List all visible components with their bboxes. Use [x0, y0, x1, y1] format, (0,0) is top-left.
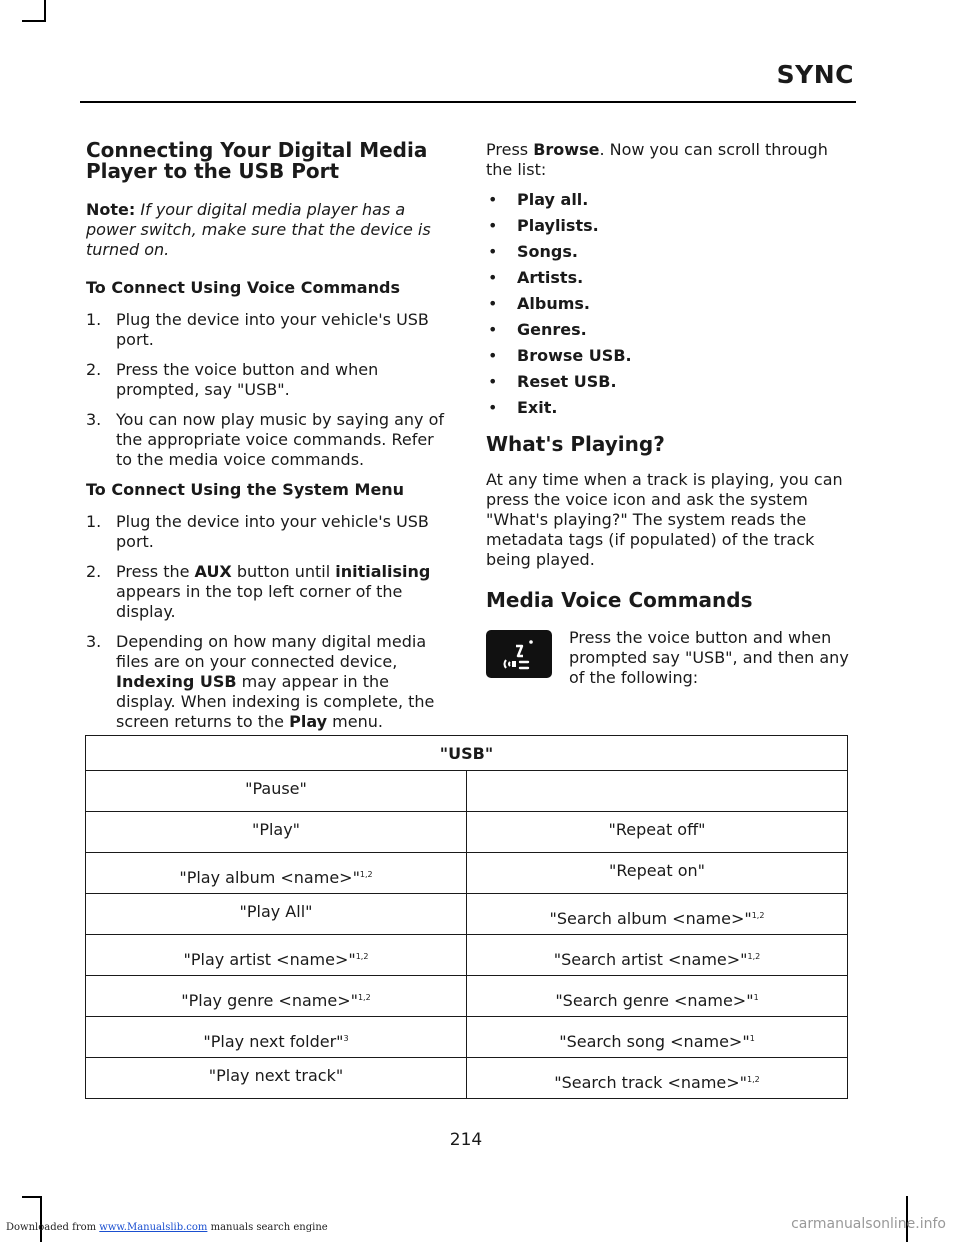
- list-item-label: Albums.: [517, 294, 590, 313]
- browse-label: Browse: [533, 140, 600, 159]
- command-text: "Play next track": [208, 1066, 344, 1085]
- list-item: • Reset USB.: [488, 372, 617, 391]
- table-cell: [86, 894, 467, 935]
- crop-mark: [22, 1196, 42, 1198]
- table-row: [86, 812, 848, 853]
- step-text: Depending on how many digital media files are on your connected device,: [116, 632, 427, 671]
- step-text: Plug the device into your vehicle's USB port.: [116, 310, 429, 349]
- step-text: Plug the device into your vehicle's USB port.: [116, 512, 429, 551]
- command-text: "Play album <name>": [179, 868, 360, 887]
- left-column: [86, 140, 451, 742]
- table-cell: [86, 935, 467, 976]
- browse-text: . Now you can scroll through the list:: [486, 140, 828, 179]
- browse-list: [486, 190, 856, 418]
- footnote-ref: 1,2: [747, 952, 761, 961]
- table-row: [86, 894, 848, 935]
- header-divider: [80, 101, 856, 103]
- usb-heading: Connecting Your Digital Media Player to the USB Port: [86, 138, 428, 183]
- command-text: "Play next folder": [203, 1032, 344, 1051]
- list-item: 2. Press the AUX button until initialising appears in the top left corner of the display.: [86, 562, 431, 621]
- list-item-label: Play all.: [517, 190, 589, 209]
- list-item: • Exit.: [488, 398, 558, 417]
- page-number: 214: [449, 1130, 483, 1150]
- step-text: appears in the top left corner of the display.: [116, 582, 403, 621]
- command-text: "Play genre <name>": [181, 991, 358, 1010]
- voice-button-icon: [486, 630, 552, 678]
- list-item: 1. Plug the device into your vehicle's USB port.: [86, 512, 429, 551]
- footnote-ref: 1: [753, 993, 759, 1002]
- list-item: • Play all.: [488, 190, 589, 209]
- initialising-label: initialising: [335, 562, 431, 581]
- table-row: [86, 853, 848, 894]
- list-item-label: Playlists.: [517, 216, 599, 235]
- command-text: "Search track <name>": [554, 1073, 748, 1092]
- crop-mark: [44, 0, 46, 22]
- footer-text: Downloaded from: [6, 1222, 100, 1233]
- table-row: [86, 935, 848, 976]
- step-text: button until: [231, 562, 336, 581]
- step-text: menu.: [327, 712, 383, 731]
- voice-steps: [86, 310, 451, 470]
- list-item-label: Exit.: [517, 398, 558, 417]
- usb-commands-table: [85, 735, 848, 1099]
- list-item-label: Artists.: [517, 268, 584, 287]
- step-text: Press the: [116, 562, 195, 581]
- list-item: 1. Plug the device into your vehicle's USB port.: [86, 310, 429, 349]
- list-item: • Playlists.: [488, 216, 599, 235]
- crop-mark: [40, 1196, 42, 1242]
- list-item: • Genres.: [488, 320, 587, 339]
- table-cell: [86, 771, 467, 812]
- table-cell: [86, 976, 467, 1017]
- footnote-ref: 1,2: [747, 1075, 760, 1084]
- command-text: "Search artist <name>": [553, 950, 748, 969]
- list-item: • Browse USB.: [488, 346, 632, 365]
- whats-playing-heading: What's Playing?: [486, 432, 665, 456]
- list-item: • Artists.: [488, 268, 584, 287]
- menu-subheading: To Connect Using the System Menu: [86, 480, 405, 499]
- download-footer: [6, 1222, 328, 1233]
- media-commands-text: Press the voice button and when prompted say "USB", and then any of the following:: [569, 628, 849, 687]
- command-text: "Play": [251, 820, 301, 839]
- command-text: "Search song <name>": [559, 1032, 750, 1051]
- table-cell: [86, 1017, 467, 1058]
- step-text: may appear in the display. When indexing is complete, the screen returns to the: [116, 672, 435, 731]
- footnote-ref: 1,2: [355, 952, 369, 961]
- aux-label: AUX: [194, 562, 232, 581]
- table-cell: [86, 812, 467, 853]
- footer-text: manuals search engine: [207, 1222, 328, 1233]
- table-cell: [467, 1017, 848, 1058]
- section-title: SYNC: [776, 60, 854, 89]
- command-text: "Search album <name>": [549, 909, 752, 928]
- command-text: "Search genre <name>": [555, 991, 754, 1010]
- list-item: • Songs.: [488, 242, 578, 261]
- command-text: "Repeat on": [608, 861, 706, 880]
- note-label: Note:: [86, 200, 136, 219]
- table-cell: [467, 976, 848, 1017]
- browse-text: Press: [486, 140, 534, 159]
- media-commands-heading: Media Voice Commands: [486, 588, 753, 612]
- right-column: [486, 140, 856, 688]
- table-cell: [467, 771, 848, 812]
- command-text: "Play All": [239, 902, 313, 921]
- table-cell: [467, 894, 848, 935]
- crop-mark: [22, 20, 46, 22]
- voice-subheading: To Connect Using Voice Commands: [86, 278, 400, 297]
- command-text: "Repeat off": [608, 820, 706, 839]
- list-item: 3. You can now play music by saying any of the appropriate voice commands. Refer to the media voice commands.: [86, 410, 445, 469]
- command-text: "Play artist <name>": [183, 950, 356, 969]
- whats-playing-text: At any time when a track is playing, you can press the voice icon and ask the system "What's playing?" The system reads the metadata tags (if populated) of the track being played.: [486, 470, 843, 569]
- table-row: [86, 1058, 848, 1099]
- table-cell: [467, 853, 848, 894]
- table-cell: [467, 935, 848, 976]
- footnote-ref: 1,2: [359, 870, 373, 879]
- indexing-label: Indexing USB: [116, 672, 237, 691]
- table-cell: [86, 1058, 467, 1099]
- table-row: [86, 1017, 848, 1058]
- footnote-ref: 1,2: [357, 993, 371, 1002]
- step-text: You can now play music by saying any of the appropriate voice commands. Refer to the media voice commands.: [116, 410, 445, 469]
- watermark: carmanualsonline.info: [791, 1216, 946, 1232]
- table-cell: [467, 812, 848, 853]
- table-cell: [467, 1058, 848, 1099]
- note-text: If your digital media player has a power switch, make sure that the device is turned on.: [86, 200, 431, 259]
- list-item-label: Reset USB.: [517, 372, 617, 391]
- footnote-ref: 1: [749, 1034, 755, 1043]
- media-commands-intro: [486, 628, 856, 688]
- footnote-ref: 1,2: [751, 911, 765, 920]
- list-item-label: Genres.: [517, 320, 587, 339]
- table-header: "USB": [86, 736, 848, 771]
- list-item-label: Songs.: [517, 242, 578, 261]
- table-row: [86, 976, 848, 1017]
- browse-intro: [486, 140, 856, 180]
- table-cell: [86, 853, 467, 894]
- play-label: Play: [289, 712, 328, 731]
- table-row: [86, 771, 848, 812]
- command-text: "Pause": [245, 779, 307, 798]
- step-text: Press the voice button and when prompted, say "USB".: [116, 360, 379, 399]
- manualslib-link[interactable]: www.Manualslib.com: [99, 1222, 208, 1233]
- menu-steps: [86, 512, 451, 732]
- list-item: • Albums.: [488, 294, 590, 313]
- list-item-label: Browse USB.: [517, 346, 632, 365]
- footnote-ref: 3: [343, 1034, 349, 1043]
- note: [86, 200, 451, 260]
- list-item: 3. Depending on how many digital media files are on your connected device, Indexing USB may appear in the display. When indexing is complete, the screen returns to the Play menu.: [86, 632, 435, 731]
- list-item: 2. Press the voice button and when prompted, say "USB".: [86, 360, 379, 399]
